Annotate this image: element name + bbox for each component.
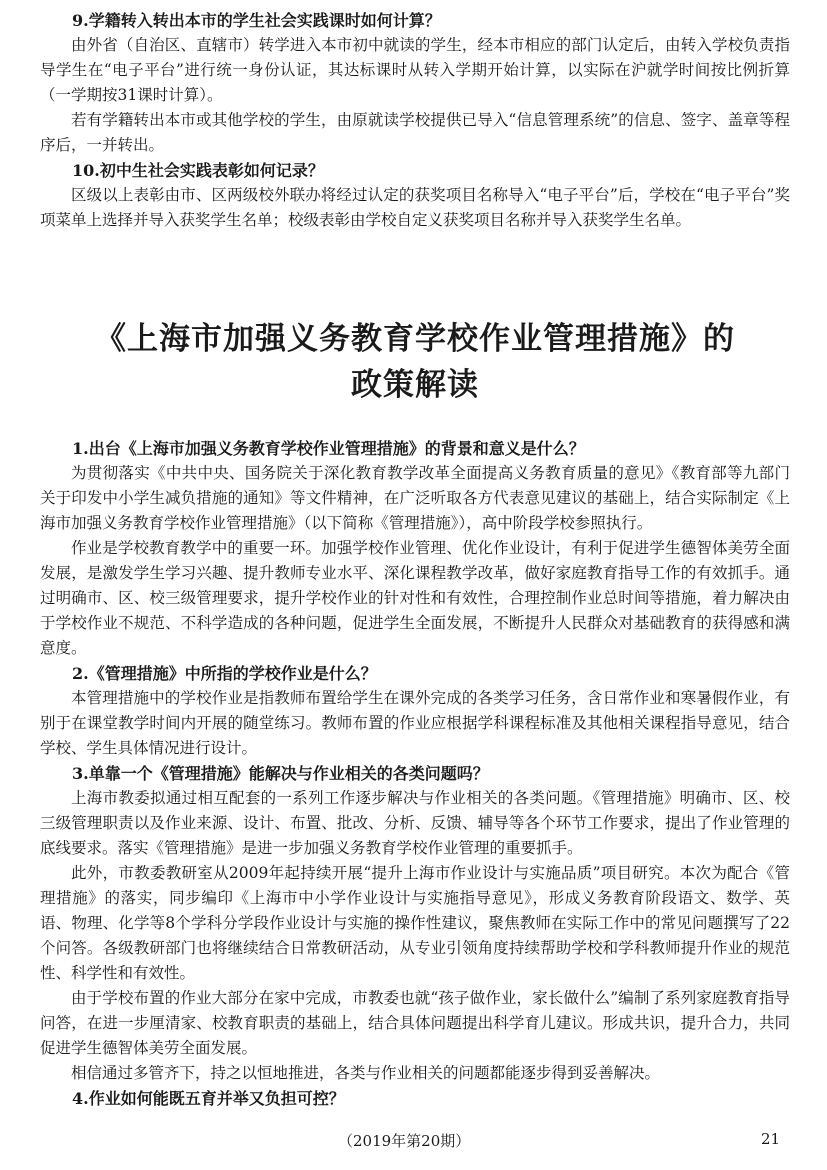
question-heading: 9.学籍转入转出本市的学生社会实践课时如何计算？ — [72, 11, 441, 30]
answer-paragraph: 此外，市教委教研室从2009年起持续开展“提升上海市作业设计与实施品质”项目研究。本次为配合《管理措施》的落实，同步编印《上海市中小学作业设计与实施指导意见》，形成义务教育阶段语文、数学、英语、物理、化学等8个学科分学段作业设计与实施的操作性建议，聚焦教师在实际工作中的常见问题撰写了22个问答。各级教研部门也将继续结合日常教研活动，从专业引领角度持续帮助学校和学科教师提升作业的规范性、科学性和有效性。 — [40, 864, 790, 982]
page-footer — [0, 1130, 827, 1154]
question-heading: 10.初中生社会实践表彰如何记录？ — [72, 161, 324, 180]
article-body — [40, 436, 790, 1111]
answer-paragraph: 由外省（自治区、直辖市）转学进入本市初中就读的学生，经本市相应的部门认定后，由转入学校负责指导学生在“电子平台”进行统一身份认证，其达标课时从转入学期开始计算，以实际在沪就学时间按比例折算（一学期按31课时计算）。 — [40, 36, 790, 104]
question-heading: 1.出台《上海市加强义务教育学校作业管理措施》的背景和意义是什么？ — [72, 439, 585, 458]
answer-paragraph: 本管理措施中的学校作业是指教师布置给学生在课外完成的各类学习任务，含日常作业和寒暑假作业，有别于在课堂教学时间内开展的随堂练习。教师布置的作业应根据学科课程标准及其他相关课程指导意见，结合学校、学生具体情况进行设计。 — [40, 689, 790, 757]
answer-paragraph: 由于学校布置的作业大部分在家中完成，市教委也就“孩子做作业，家长做什么”编制了系列家庭教育指导问答，在进一步厘清家、校教育职责的基础上，结合具体问题提出科学育儿建议。形成共识，提升合力，共同促进学生德智体美劳全面发展。 — [40, 989, 790, 1057]
article-title-line: 政策解读 — [351, 367, 479, 403]
question-heading: 4.作业如何能既五育并举又负担可控？ — [72, 1089, 345, 1108]
answer-paragraph: 相信通过多管齐下，持之以恒地推进，各类与作业相关的问题都能逐步得到妥善解决。 — [71, 1064, 661, 1082]
answer-paragraph: 作业是学校教育教学中的重要一环。加强学校作业管理、优化作业设计，有利于促进学生德智体美劳全面发展，是激发学生学习兴趣、提升教师专业水平、深化课程教学改革，做好家庭教育指导工作的有效抓手。通过明确市、区、校三级管理要求，提升学校作业的针对性和有效性，合理控制作业总时间等措施，着力解决由于学校作业不规范、不科学造成的各种问题，促进学生全面发展，不断提升人民群众对基础教育的获得感和满意度。 — [40, 539, 790, 657]
answer-paragraph: 若有学籍转出本市或其他学校的学生，由原就读学校提供已导入“信息管理系统”的信息、签字、盖章等程序后，一并转出。 — [40, 111, 790, 154]
question-heading: 3.单靠一个《管理措施》能解决与作业相关的各类问题吗？ — [72, 764, 489, 783]
answer-paragraph: 为贯彻落实《中共中央、国务院关于深化教育教学改革全面提高义务教育质量的意见》《教育部等九部门关于印发中小学生减负措施的通知》等文件精神，在广泛听取各方代表意见建议的基础上，结合实际制定《上海市加强义务教育学校作业管理措施》（以下简称《管理措施》），高中阶段学校参照执行。 — [40, 464, 790, 532]
answer-paragraph: 区级以上表彰由市、区两级校外联办将经过认定的获奖项目名称导入“电子平台”后，学校在“电子平台”奖项菜单上选择并导入获奖学生名单；校级表彰由学校自定义获奖项目名称并导入获奖学生名单。 — [40, 186, 790, 229]
answer-paragraph: 上海市教委拟通过相互配套的一系列工作逐步解决与作业相关的各类问题。《管理措施》明确市、区、校三级管理职责以及作业来源、设计、布置、批改、分析、反馈、辅导等各个环节工作要求，提出了作业管理的底线要求。落实《管理措施》是进一步加强义务教育学校作业管理的重要抓手。 — [40, 789, 790, 857]
page-number: 21 — [761, 1130, 781, 1148]
article-title — [40, 316, 790, 408]
article-title-line: 《上海市加强义务教育学校作业管理措施》的 — [95, 321, 735, 357]
previous-section — [40, 8, 790, 233]
question-heading: 2.《管理措施》中所指的学校作业是什么？ — [72, 664, 377, 683]
issue-label: （2019年第20期） — [338, 1132, 471, 1150]
